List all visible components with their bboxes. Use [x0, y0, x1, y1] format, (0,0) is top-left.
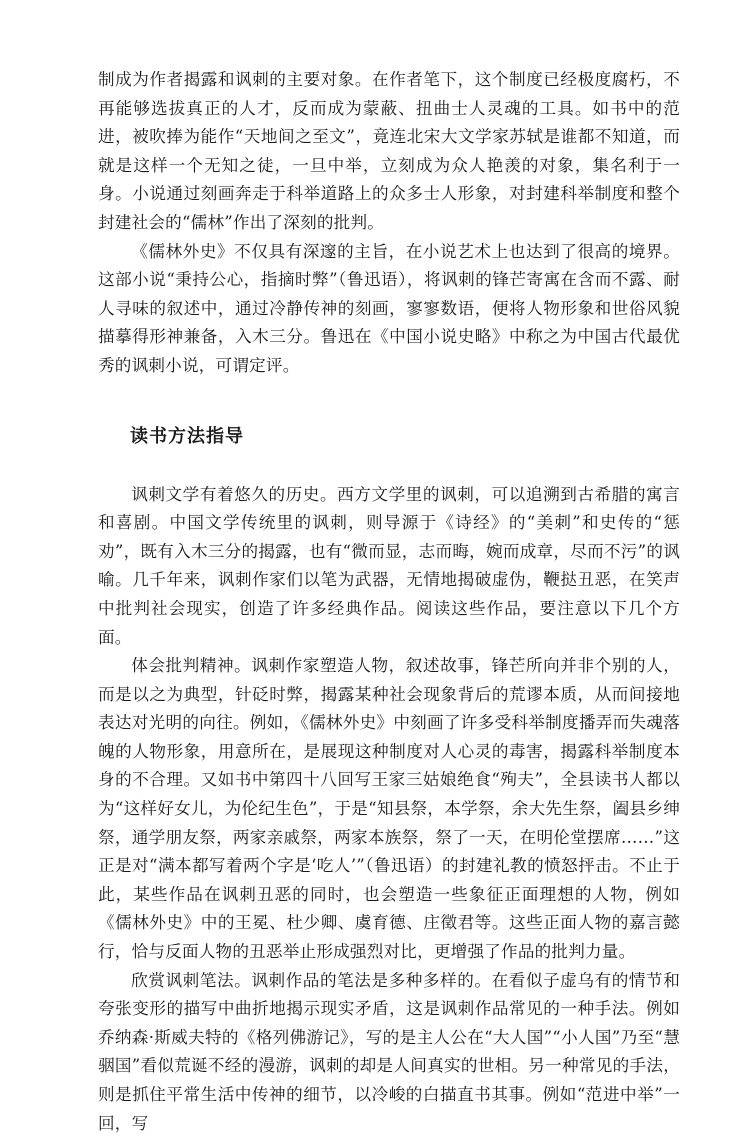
page-content	[98, 66, 680, 1138]
intro-paragraph-1: 制成为作者揭露和讽刺的主要对象。在作者笔下，这个制度已经极度腐朽，不再能够选拔真正的人才，反而成为蒙蔽、扭曲士人灵魂的工具。如书中的范进，被吹捧为能作“天地间之至文”，竟连北宋大文学家苏轼是谁都不知道，而就是这样一个无知之徒，一旦中举，立刻成为众人艳羡的对象，集名利于一身。小说通过刻画奔走于科举道路上的众多士人形象，对封建科举制度和整个封建社会的“儒林”作出了深刻的批判。	[98, 70, 680, 232]
section-heading: 读书方法指导	[130, 425, 244, 447]
section-paragraph-3: 欣赏讽刺笔法。讽刺作品的笔法是多种多样的。在看似子虚乌有的情节和夸张变形的描写中曲折地揭示现实矛盾，这是讽刺作品常见的一种手法。例如乔纳森·斯威夫特的《格列佛游记》，写的是主人公在“大人国”“小人国”乃至“慧骃国”看似荒诞不经的漫游，讽刺的却是人间真实的世相。另一种常见的手法，则是抓住平常生活中传神的细节，以冷峻的白描直书其事。例如“范进中举”一回，写	[98, 970, 680, 1133]
section-paragraph-2: 体会批判精神。讽刺作家塑造人物，叙述故事，锋芒所向并非个别的人，而是以之为典型，针砭时弊，揭露某种社会现象背后的荒谬本质，从而间接地表达对光明的向往。例如，《儒林外史》中刻画了许多受科举制度播弄而失魂落魄的人物形象，用意所在，是展现这种制度对人心灵的毒害，揭露科举制度本身的不合理。又如书中第四十八回写王家三姑娘绝食“殉夫”，全县读书人都以为“这样好女儿，为伦纪生色”，于是“知县祭，本学祭，余大先生祭，阖县乡绅祭，通学朋友祭，两家亲戚祭，两家本族祭，祭了一天，在明伦堂摆席……”这正是对“满本都写着两个字是‘吃人’”（鲁迅语）的封建礼教的愤怒抨击。不止于此，某些作品在讽刺丑恶的同时，也会塑造一些象征正面理想的人物，例如《儒林外史》中的王冕、杜少卿、虞育德、庄徵君等。这些正面人物的嘉言懿行，恰与反面人物的丑恶举止形成强烈对比，更增强了作品的批判力量。	[98, 656, 680, 962]
intro-paragraph-2: 《儒林外史》不仅具有深邃的主旨，在小说艺术上也达到了很高的境界。这部小说“秉持公心，指摘时弊”（鲁迅语），将讽刺的锋芒寄寓在含而不露、耐人寻味的叙述中，通过冷静传神的刻画，寥寥数语，便将人物形象和世俗风貌描摹得形神兼备，入木三分。鲁迅在《中国小说史略》中称之为中国古代最优秀的讽刺小说，可谓定评。	[98, 241, 680, 375]
section-paragraph-1: 讽刺文学有着悠久的历史。西方文学里的讽刺，可以追溯到古希腊的寓言和喜剧。中国文学传统里的讽刺，则导源于《诗经》的“美刺”和史传的“惩劝”，既有入木三分的揭露，也有“微而显，志而晦，婉而成章，尽而不污”的讽喻。几千年来，讽刺作家们以笔为武器，无情地揭破虚伪，鞭挞丑恶，在笑声中批判社会现实，创造了许多经典作品。阅读这些作品，要注意以下几个方面。	[98, 484, 680, 647]
section-body	[98, 481, 680, 1138]
intro-text	[98, 66, 680, 381]
